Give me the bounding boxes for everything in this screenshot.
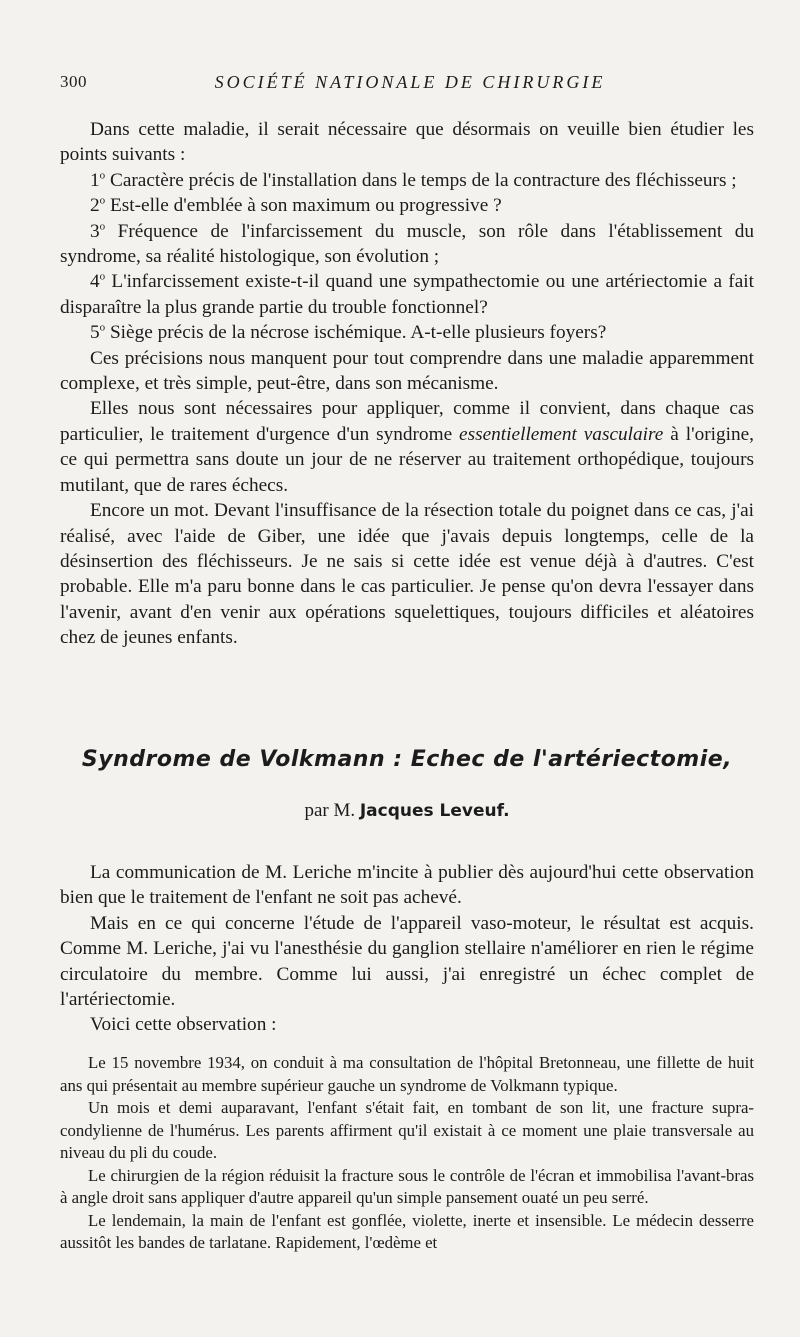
byline [60, 800, 754, 822]
author-name: Jacques Leveuf. [359, 801, 510, 821]
list-item [60, 219, 754, 270]
item-text: L'infarcissement existe-t-il quand une sympathectomie ou une artériectomie a fait disparaître la plus grande partie du trouble fonctionnel? [60, 271, 754, 318]
ordinal-mark: o [99, 194, 106, 207]
intro-text [60, 860, 754, 1038]
paragraph: Ces précisions nous manquent pour tout comprendre dans une maladie apparemment complexe, et très simple, peut-être, dans son mécanisme. [60, 347, 754, 395]
emphasis-text: essentiellement vasculaire [459, 423, 664, 445]
item-text: Est-elle d'emblée à son maximum ou progressive ? [105, 195, 502, 217]
ordinal-mark: o [99, 169, 106, 182]
paragraph: Mais en ce qui concerne l'étude de l'appareil vaso-moteur, le résultat est acquis. Comme M. Leriche, j'ai vu l'anesthésie du ganglion stellaire n'améliorer en rien le régime circulatoire du membre. Comme lui aussi, j'ai enregistré un échec complet de l'artériectomie. [60, 912, 754, 1011]
running-title: SOCIÉTÉ NATIONALE DE CHIRURGIE [214, 72, 606, 92]
list-item [60, 193, 754, 218]
paragraph [60, 396, 754, 498]
list-item [60, 168, 754, 193]
byline-prefix: par M. [304, 800, 360, 821]
item-number: 3 [90, 220, 100, 242]
ordinal-mark: o [99, 271, 106, 284]
article-title: Syndrome de Volkmann : Echec de l'artériectomie, [81, 747, 733, 772]
text-run: Elles nous sont nécessaires pour appliquer, comme il convient, dans chaque cas particulier, le traitement d'urgence d'un syndrome [60, 398, 754, 445]
case-report [60, 1052, 754, 1255]
item-number: 5 [90, 322, 100, 344]
item-text: Siège précis de la nécrose ischémique. A-t-elle plusieurs foyers? [105, 322, 607, 344]
item-text: Fréquence de l'infarcissement du muscle, son rôle dans l'établissement du syndrome, sa réalité histologique, son évolution ; [60, 220, 754, 268]
paragraph: Dans cette maladie, il serait nécessaire que désormais on veuille bien étudier les points suivants : [60, 119, 754, 166]
paragraph: Encore un mot. Devant l'insuffisance de la résection totale du poignet dans ce cas, j'ai réalisé, avec l'aide de Giber, une idée que j'avais depuis longtemps, celle de la désinsertion des fléchisseurs. Je ne sais si cette idée est venue déjà à d'autres. C'est probable. Elle m'a paru bonne dans le cas particulier. Je pense qu'on devra l'essayer dans l'avenir, avant d'en venir aux opérations squelettiques, toujours difficiles et aléatoires chez de jeunes enfants. [60, 500, 754, 649]
list-item [60, 269, 754, 320]
item-number: 1 [90, 169, 100, 191]
page-header [60, 72, 760, 96]
discussion-text [60, 117, 754, 651]
page-number: 300 [60, 72, 87, 91]
item-number: 4 [90, 271, 100, 293]
paragraph: La communication de M. Leriche m'incite à publier dès aujourd'hui cette observation bien que le traitement de l'enfant ne soit pas achevé. [60, 862, 754, 909]
paragraph: Voici cette observation : [90, 1014, 277, 1036]
item-number: 2 [90, 195, 100, 217]
paragraph: Le chirurgien de la région réduisit la fracture sous le contrôle de l'écran et immobilisa l'avant-bras à angle droit sans appliquer d'autre appareil qu'un simple pansement ouaté un peu serré. [60, 1165, 754, 1207]
paragraph: Le lendemain, la main de l'enfant est gonflée, violette, inerte et insensible. Le médecin desserre aussitôt les bandes de tarlatane. Rapidement, l'œdème et [60, 1210, 754, 1252]
text-run: à l'origine, ce qui permettra sans doute un jour de ne réserver au traitement orthopédique, toujours mutilant, que de rares échecs. [60, 423, 755, 496]
ordinal-mark: o [99, 321, 106, 334]
list-item [60, 320, 754, 345]
ordinal-mark: o [99, 220, 106, 233]
paragraph: Un mois et demi auparavant, l'enfant s'était fait, en tombant de son lit, une fracture supra-condylienne de l'humérus. Les parents affirment qu'il existait à ce moment une plaie transversale au niveau du pli du coude. [60, 1098, 754, 1162]
item-text: Caractère précis de l'installation dans le temps de la contracture des fléchisseurs ; [105, 169, 737, 191]
paragraph: Le 15 novembre 1934, on conduit à ma consultation de l'hôpital Bretonneau, une fillette de huit ans qui présentait au membre supérieur gauche un syndrome de Volkmann typique. [60, 1053, 754, 1095]
